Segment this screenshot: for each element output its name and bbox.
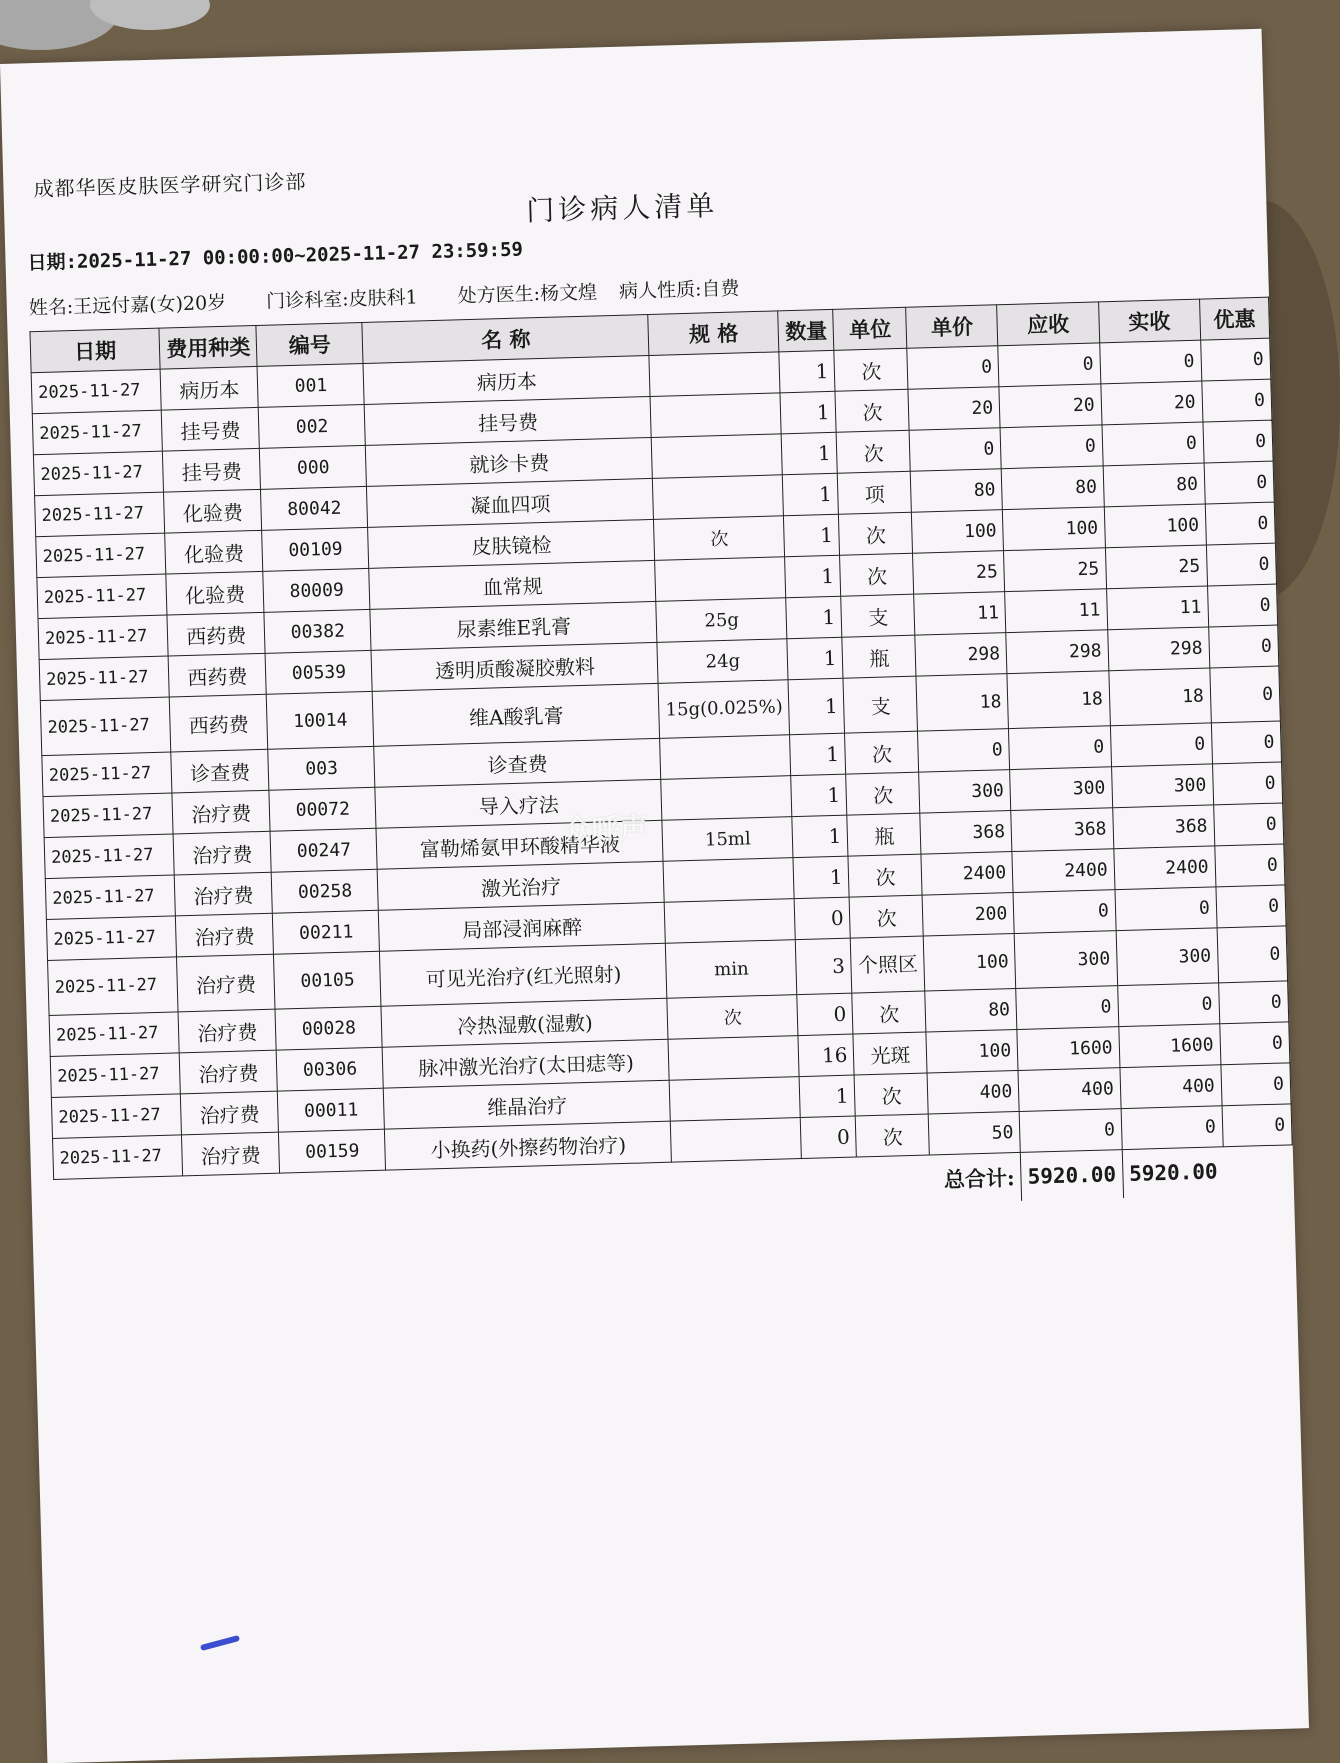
cell-paid: 80 (1103, 463, 1205, 507)
cell-date: 2025-11-27 (40, 697, 171, 756)
cell-due: 1600 (1017, 1027, 1120, 1071)
header-discount: 优惠 (1199, 297, 1269, 340)
cell-qty: 0 (797, 993, 853, 1036)
cell-unit: 次 (846, 772, 920, 815)
header-code: 编号 (256, 322, 363, 366)
cell-code: 80009 (263, 568, 370, 612)
cell-spec (655, 557, 786, 602)
cell-unit: 次 (839, 512, 913, 555)
cell-category: 西药费 (170, 694, 268, 752)
cell-discount: 0 (1200, 338, 1270, 381)
header-qty: 数量 (778, 309, 834, 352)
cell-paid: 100 (1104, 504, 1206, 548)
header-date: 日期 (30, 328, 160, 373)
cell-category: 治疗费 (179, 1050, 277, 1094)
cell-category: 挂号费 (161, 407, 259, 451)
cell-paid: 0 (1102, 422, 1204, 466)
cell-spec (652, 434, 783, 479)
cell-name: 脉冲激光治疗(太田痣等) (383, 1039, 670, 1088)
cell-due: 300 (1014, 931, 1117, 989)
cell-category: 治疗费 (176, 913, 274, 957)
cell-due: 0 (998, 343, 1101, 387)
cell-code: 10014 (266, 691, 374, 749)
cell-name: 尿素维E乳膏 (370, 601, 657, 650)
cell-paid: 400 (1120, 1065, 1222, 1109)
cell-date: 2025-11-27 (48, 957, 179, 1016)
cell-category: 西药费 (168, 653, 266, 697)
header-spec: 规 格 (648, 311, 779, 356)
cell-qty: 1 (779, 350, 835, 393)
cell-spec: 15g(0.025%) (658, 680, 790, 739)
cell-paid: 2400 (1114, 846, 1216, 890)
date-range: 日期:2025-11-27 00:00:00~2025-11-27 23:59:59 (27, 238, 524, 275)
cell-spec: 次 (667, 995, 798, 1040)
cell-due: 11 (1005, 589, 1108, 633)
cell-date: 2025-11-27 (42, 752, 172, 797)
cell-price: 25 (913, 551, 1005, 595)
cell-code: 80042 (261, 486, 368, 530)
header-price: 单价 (906, 305, 998, 349)
cell-unit: 次 (850, 895, 924, 938)
cell-paid: 300 (1116, 928, 1219, 986)
cell-unit: 次 (852, 991, 926, 1034)
cell-code: 000 (260, 445, 367, 489)
cell-date: 2025-11-27 (49, 1012, 179, 1057)
cell-date: 2025-11-27 (37, 574, 167, 619)
cell-unit: 光斑 (853, 1032, 927, 1075)
cell-date: 2025-11-27 (51, 1094, 181, 1139)
cell-category: 治疗费 (177, 954, 275, 1012)
cell-category: 化验费 (164, 489, 262, 533)
cell-name: 导入疗法 (375, 779, 662, 828)
cell-due: 80 (1001, 466, 1104, 510)
cell-spec (669, 1077, 800, 1122)
cell-paid: 368 (1112, 805, 1214, 849)
cell-name: 维晶治疗 (384, 1080, 671, 1129)
cell-due: 100 (1003, 507, 1106, 551)
cell-code: 001 (257, 363, 364, 407)
cell-code: 00382 (264, 609, 371, 653)
cell-code: 00247 (270, 828, 377, 872)
cell-due: 298 (1006, 630, 1109, 674)
cell-due: 0 (1000, 425, 1103, 469)
cell-discount: 0 (1212, 762, 1282, 805)
cell-discount: 0 (1208, 625, 1278, 668)
cell-qty: 0 (801, 1116, 857, 1159)
cell-discount: 0 (1204, 461, 1274, 504)
total-paid: 5920.00 (1122, 1147, 1224, 1198)
cell-spec (661, 776, 792, 821)
cell-due: 0 (1019, 1109, 1122, 1153)
cell-due: 0 (1013, 890, 1116, 934)
cell-price: 11 (914, 592, 1006, 636)
cell-date: 2025-11-27 (45, 875, 175, 920)
header-name: 名 称 (362, 315, 649, 364)
cell-discount: 0 (1221, 1063, 1291, 1106)
cell-discount: 0 (1217, 926, 1288, 983)
cell-unit: 支 (843, 676, 918, 733)
cell-price: 100 (924, 934, 1016, 992)
cell-spec: min (666, 940, 798, 999)
cell-date: 2025-11-27 (36, 533, 166, 578)
cell-category: 西药费 (167, 612, 265, 656)
cell-price: 0 (918, 729, 1010, 773)
cell-discount: 0 (1202, 379, 1272, 422)
cell-name: 可见光治疗(红光照射) (380, 943, 667, 1006)
cell-spec (668, 1036, 799, 1081)
cell-due: 0 (1016, 986, 1119, 1030)
cell-name: 维A酸乳膏 (373, 683, 660, 746)
cell-name: 透明质酸凝胶敷料 (371, 642, 658, 691)
cell-category: 诊查费 (171, 749, 269, 793)
cell-due: 0 (1009, 726, 1112, 770)
cell-date: 2025-11-27 (39, 656, 169, 701)
total-discount-empty (1223, 1145, 1294, 1195)
header-category: 费用种类 (159, 325, 257, 369)
cell-spec (649, 352, 780, 397)
cell-spec (671, 1118, 802, 1163)
cell-name: 小换药(外擦药物治疗) (385, 1121, 672, 1170)
cell-discount: 0 (1210, 666, 1281, 723)
cell-spec: 次 (654, 516, 785, 561)
cell-date: 2025-11-27 (50, 1053, 180, 1098)
cell-category: 治疗费 (181, 1091, 279, 1135)
cell-name: 病历本 (363, 355, 650, 404)
cell-date: 2025-11-27 (43, 793, 173, 838)
cell-paid: 0 (1115, 887, 1217, 931)
cell-qty: 1 (785, 555, 841, 598)
cell-unit: 次 (855, 1073, 929, 1116)
cell-unit: 次 (856, 1114, 930, 1157)
cell-code: 00028 (275, 1006, 382, 1050)
cell-discount: 0 (1218, 981, 1288, 1024)
cell-price: 80 (925, 988, 1017, 1032)
cell-paid: 11 (1106, 586, 1208, 630)
cell-name: 皮肤镜检 (368, 519, 655, 568)
cell-qty: 1 (788, 678, 845, 735)
cell-due: 2400 (1012, 849, 1115, 893)
header-paid: 实收 (1098, 299, 1200, 343)
cell-code: 003 (268, 746, 375, 790)
cell-category: 治疗费 (178, 1009, 276, 1053)
cell-unit: 次 (840, 553, 914, 596)
cell-paid: 298 (1107, 627, 1209, 671)
cell-paid: 20 (1101, 381, 1203, 425)
cell-price: 298 (915, 633, 1007, 677)
cell-unit: 次 (837, 430, 911, 473)
cell-spec (650, 393, 781, 438)
cell-price: 0 (907, 346, 999, 390)
cell-paid: 300 (1111, 764, 1213, 808)
cell-category: 挂号费 (163, 448, 261, 492)
cell-spec (663, 858, 794, 903)
cell-discount: 0 (1219, 1022, 1289, 1065)
cell-price: 400 (927, 1070, 1019, 1114)
cell-due: 368 (1011, 808, 1114, 852)
cell-qty: 3 (796, 938, 853, 995)
cell-date: 2025-11-27 (38, 615, 168, 660)
cell-unit: 瓶 (847, 813, 921, 856)
institution-name: 成都华医皮肤医学研究门诊部 (33, 169, 307, 202)
cell-qty: 1 (780, 391, 836, 434)
cell-date: 2025-11-27 (46, 916, 176, 961)
cell-unit: 瓶 (842, 635, 916, 678)
cell-discount: 0 (1215, 844, 1285, 887)
cell-price: 200 (923, 893, 1015, 937)
patient-name: 姓名:王远付嘉(女)20岁 (28, 291, 227, 320)
bill-table (29, 297, 1294, 1228)
cell-due: 18 (1007, 671, 1110, 729)
receipt-paper (0, 29, 1309, 1763)
cell-category: 化验费 (166, 571, 264, 615)
cell-name: 就诊卡费 (366, 437, 653, 486)
cell-paid: 1600 (1119, 1024, 1221, 1068)
cell-paid: 0 (1099, 340, 1201, 384)
cell-name: 富勒烯氨甲环酸精华液 (376, 820, 663, 869)
cell-date: 2025-11-27 (44, 834, 174, 879)
cell-paid: 18 (1109, 668, 1212, 726)
cell-date: 2025-11-27 (31, 369, 161, 414)
cell-price: 368 (920, 811, 1012, 855)
cell-code: 00306 (276, 1047, 383, 1091)
cell-name: 激光治疗 (378, 861, 665, 910)
cell-discount: 0 (1206, 543, 1276, 586)
cell-due: 20 (999, 384, 1102, 428)
cell-paid: 25 (1105, 545, 1207, 589)
cell-price: 20 (908, 387, 1000, 431)
cell-code: 002 (258, 404, 365, 448)
cell-discount: 0 (1216, 885, 1286, 928)
cell-date: 2025-11-27 (53, 1135, 183, 1180)
cell-discount: 0 (1205, 502, 1275, 545)
cell-qty: 1 (793, 856, 849, 899)
cell-due: 300 (1010, 767, 1113, 811)
cell-due: 25 (1004, 548, 1107, 592)
cell-qty: 1 (791, 774, 847, 817)
cell-unit: 个照区 (851, 936, 926, 993)
cell-date: 2025-11-27 (32, 410, 162, 455)
header-unit: 单位 (833, 307, 907, 350)
cell-qty: 0 (795, 897, 851, 940)
cell-category: 治疗费 (173, 831, 271, 875)
cell-category: 治疗费 (174, 872, 272, 916)
cell-name: 冷热湿敷(湿敷) (381, 998, 668, 1047)
cell-paid: 0 (1110, 723, 1212, 767)
cell-category: 病历本 (160, 366, 258, 410)
cell-unit: 项 (838, 471, 912, 514)
cell-qty: 1 (784, 514, 840, 557)
cell-price: 300 (919, 770, 1011, 814)
cell-due: 400 (1018, 1068, 1121, 1112)
cell-code: 00539 (265, 650, 372, 694)
cell-code: 00159 (279, 1129, 386, 1173)
cell-paid: 0 (1121, 1106, 1223, 1150)
cell-name: 局部浸润麻醉 (379, 902, 666, 951)
table-body (31, 338, 1292, 1179)
cell-unit: 次 (848, 854, 922, 897)
cell-qty: 16 (798, 1034, 854, 1077)
cell-discount: 0 (1211, 721, 1281, 764)
cell-price: 0 (910, 428, 1002, 472)
cell-spec: 25g (656, 598, 787, 643)
cell-price: 80 (911, 469, 1003, 513)
cell-paid: 0 (1117, 983, 1219, 1027)
cell-unit: 次 (845, 731, 919, 774)
cell-spec (665, 899, 796, 944)
cell-spec: 15ml (662, 817, 793, 862)
cell-name: 挂号费 (365, 396, 652, 445)
cell-code: 00011 (278, 1088, 385, 1132)
cell-code: 00105 (274, 951, 382, 1009)
cell-qty: 1 (790, 733, 846, 776)
document-title: 门诊病人清单 (525, 189, 719, 228)
department: 门诊科室:皮肤科1 (265, 286, 418, 313)
cell-price: 100 (912, 510, 1004, 554)
cell-name: 凝血四项 (367, 478, 654, 527)
cell-category: 治疗费 (182, 1132, 280, 1176)
cell-spec: 24g (657, 639, 788, 684)
cell-spec (660, 735, 791, 780)
cell-category: 化验费 (165, 530, 263, 574)
cell-discount: 0 (1213, 803, 1283, 846)
cell-discount: 0 (1222, 1104, 1292, 1147)
total-label: 总合计: (943, 1165, 1016, 1193)
cell-price: 2400 (921, 852, 1013, 896)
payment-type: 病人性质:自费 (618, 277, 740, 303)
total-due: 5920.00 (1020, 1150, 1123, 1201)
cell-price: 18 (916, 674, 1008, 732)
cell-qty: 1 (786, 596, 842, 639)
cell-name: 诊查费 (374, 738, 661, 787)
cell-price: 50 (929, 1111, 1021, 1155)
cell-name: 血常规 (369, 560, 656, 609)
cell-price: 100 (926, 1029, 1018, 1073)
cell-discount: 0 (1207, 584, 1277, 627)
cell-qty: 1 (792, 815, 848, 858)
cell-code: 00258 (271, 869, 378, 913)
cell-unit: 支 (841, 594, 915, 637)
cell-qty: 1 (800, 1075, 856, 1118)
cell-unit: 次 (834, 348, 908, 391)
header-due: 应收 (997, 302, 1100, 346)
cell-qty: 1 (782, 432, 838, 475)
cell-category: 治疗费 (172, 790, 270, 834)
doctor: 处方医生:杨文煌 (457, 281, 598, 308)
cell-qty: 1 (787, 637, 843, 680)
cell-discount: 0 (1203, 420, 1273, 463)
cell-code: 00109 (262, 527, 369, 571)
cell-code: 00211 (273, 910, 380, 954)
cell-code: 00072 (269, 787, 376, 831)
cell-date: 2025-11-27 (33, 451, 163, 496)
cell-spec (653, 475, 784, 520)
watermark: 众呼声 (563, 811, 649, 847)
cell-date: 2025-11-27 (35, 492, 165, 537)
cell-unit: 次 (835, 389, 909, 432)
cell-qty: 1 (783, 473, 839, 516)
